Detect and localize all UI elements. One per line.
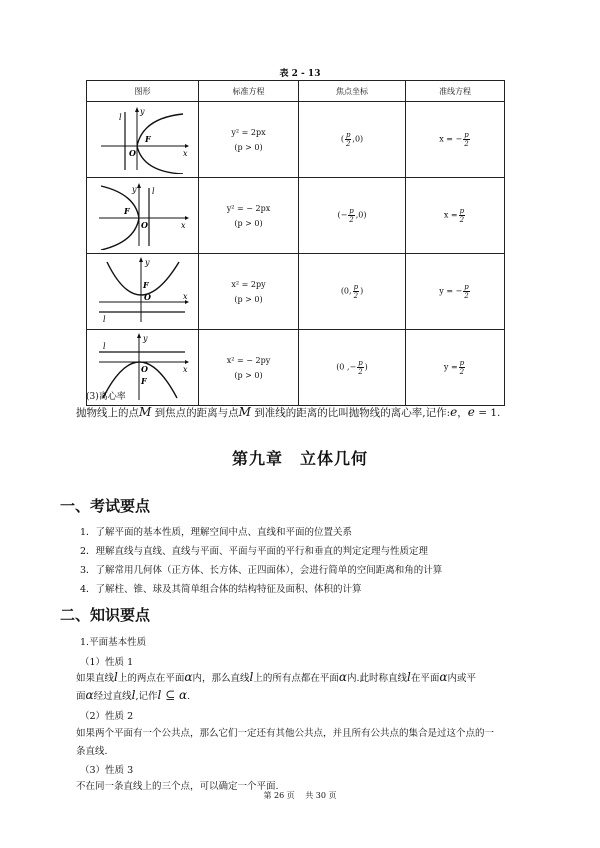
exam-points-list [80,523,442,599]
focus-open: (0, [340,286,352,296]
focus-cell [299,102,406,178]
header-directrix: 准线方程 [406,81,505,102]
graph-cell [87,178,199,254]
equation-condition: (p > 0) [234,294,263,304]
equation-main: y² = 2px [231,127,266,137]
label-x: x [182,148,188,158]
focus-cell [299,330,406,406]
label-l: l [102,314,106,324]
property-1-title: （1）性质 1 [80,657,134,668]
focus-close: ) [360,286,364,296]
graph-cell [87,254,199,330]
property-3-text: 不在同一条直线上的三个点，可以确定一个平面. [76,781,279,792]
label-f: F [123,205,130,216]
label-f: F [142,279,149,290]
directrix-fraction: $\frac{p}{2}$ [464,131,469,148]
parabola-right-graph [95,104,191,174]
directrix-fraction: $\frac{p}{2}$ [459,207,465,224]
eccentricity-text: 抛物线上的点M 到焦点的距离与点M 到准线的距离的比叫抛物线的离心率,记作:e，e = 1. [76,405,501,419]
directrix-prefix: x = [443,210,458,220]
section-title-knowledge-points: 二、知识要点 [60,606,151,624]
focus-close: ,0) [352,134,364,144]
directrix-fraction: $\frac{p}{2}$ [459,359,465,376]
focus-fraction: $\frac{p}{2}$ [349,207,354,224]
label-o: O [143,291,151,302]
list-item: 3．了解常用几何体（正方体、长方体、正四面体），会进行简单的空间距离和角的计算 [80,565,443,576]
directrix-prefix: y = [443,362,458,372]
equation-cell [199,254,299,330]
list-item: 4．了解柱、锥、球及其简单组合体的结构特征及面积、体积的计算 [80,584,362,595]
directrix-cell [406,254,505,330]
label-l: l [118,112,122,122]
focus-open: (0 , [336,362,350,372]
directrix-cell [406,330,505,406]
equation-condition: (p > 0) [234,142,263,152]
graph-cell [87,102,199,178]
equation-cell [199,102,299,178]
table-row [87,178,505,254]
label-o: O [140,219,148,230]
focus-fraction: $\frac{p}{2}$ [345,131,351,148]
table-row [87,254,505,330]
focus-sign: − [349,362,357,372]
label-y: y [142,333,148,343]
label-f: F [140,375,147,386]
focus-fraction: $\frac{p}{2}$ [358,359,363,376]
label-l: l [102,341,106,351]
parabola-up-graph [95,256,191,326]
property-2-text: 如果两个平面有一个公共点，那么它们一定还有其他公共点，并且所有公共点的集合是过这个点的一 [76,728,495,739]
label-y: y [144,257,150,267]
focus-open: ( [340,134,344,144]
focus-cell [299,254,406,330]
directrix-prefix: y = − [439,286,463,296]
focus-fraction: $\frac{p}{2}$ [353,283,359,300]
equation-cell [199,178,299,254]
label-y: y [139,106,145,116]
directrix-cell [406,178,505,254]
directrix-fraction: $\frac{p}{2}$ [464,283,469,300]
label-x: x [180,220,186,230]
label-o: O [128,147,136,158]
label-y: y [131,184,137,194]
equation-main: x² = − 2py [226,355,271,365]
property-2-title: （2）性质 2 [80,711,134,722]
table-row [87,102,505,178]
eccentricity-title: (3)离心率 [86,392,126,402]
label-x: x [182,364,188,374]
focus-close: ) [364,362,368,372]
directrix-cell [406,102,505,178]
header-focus: 焦点坐标 [299,81,406,102]
property-2-text-line2: 条直线. [76,746,108,757]
label-o: O [140,363,148,374]
property-1-text: 如果直线l上的两点在平面α内，那么直线l上的所有点都在平面α内.此时称直线l在平面α内或平 [76,670,476,684]
table-row [87,330,505,406]
table-header-row [87,81,505,102]
property-1-text-line2: 面α经过直线l,记作l ⊆ α. [76,688,191,702]
directrix-prefix: x = − [439,134,463,144]
equation-main: y² = − 2px [226,203,271,213]
property-3-title: （3）性质 3 [80,765,134,776]
focus-open: ( [337,210,341,220]
label-f: F [144,133,151,144]
parabola-table [86,80,505,406]
header-equation: 标准方程 [199,81,299,102]
section-title-exam-points: 一、考试要点 [60,497,151,515]
equation-condition: (p > 0) [234,218,263,228]
equation-condition: (p > 0) [234,370,263,380]
equation-main: x² = 2py [231,279,266,289]
subsection-title: 1.平面基本性质 [80,637,147,648]
focus-cell [299,178,406,254]
label-l: l [151,186,155,196]
focus-sign: − [340,210,348,220]
header-graph: 图形 [87,81,199,102]
equation-cell [199,330,299,406]
parabola-left-graph [95,180,191,250]
table-caption: 表 2 - 13 [279,69,321,79]
list-item: 2．理解直线与直线、直线与平面、平面与平面的平行和垂直的判定定理与性质定理 [80,546,429,557]
chapter-title: 第九章 立体几何 [231,449,368,468]
focus-close: ,0) [355,210,367,220]
page-footer: 第 26 页 共 30 页 [263,791,337,800]
list-item: 1．了解平面的基本性质，理解空间中点、直线和平面的位置关系 [80,527,353,538]
label-x: x [182,291,188,301]
